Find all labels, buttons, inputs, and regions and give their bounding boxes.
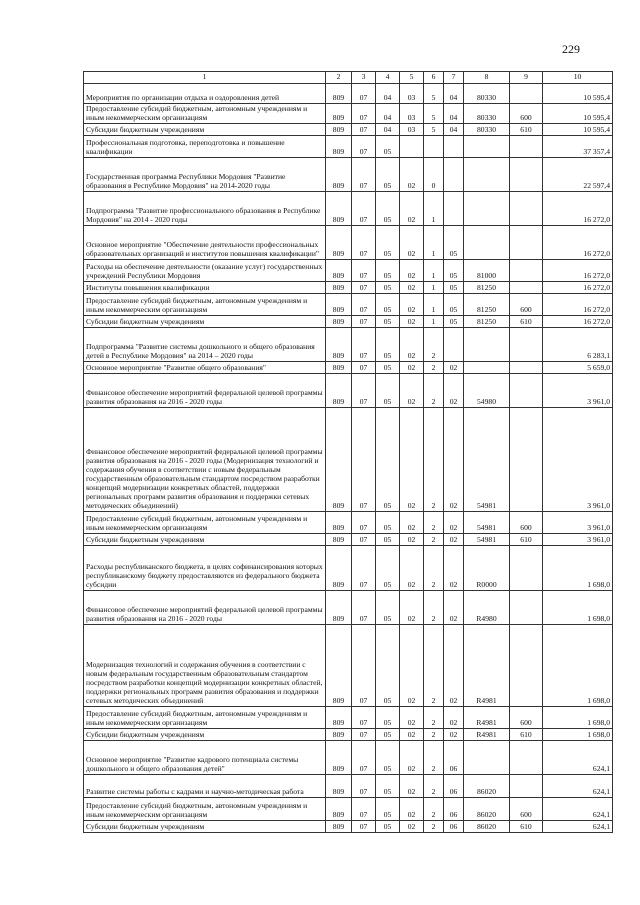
cell-ved: 809 [326, 821, 352, 833]
cell-podrazdel: 05 [376, 316, 400, 328]
cell-podrazdel: 05 [376, 707, 400, 729]
cell-subprogram: 2 [424, 741, 444, 775]
cell-podrazdel: 05 [376, 798, 400, 821]
cell-direction: R4980 [464, 591, 510, 625]
cell-sum: 3 961,0 [543, 408, 613, 512]
row-name: Профессиональная подготовка, переподготовка и повышение квалификации [84, 136, 326, 158]
cell-event [444, 158, 464, 192]
cell-expense-type [510, 192, 543, 226]
cell-sum: 3 961,0 [543, 534, 613, 546]
cell-razdel: 07 [352, 282, 376, 294]
cell-razdel: 07 [352, 192, 376, 226]
cell-subprogram: 2 [424, 821, 444, 833]
cell-sum: 16 272,0 [543, 192, 613, 226]
cell-razdel: 07 [352, 260, 376, 282]
cell-ved: 809 [326, 534, 352, 546]
cell-ved: 809 [326, 136, 352, 158]
cell-ved: 809 [326, 546, 352, 591]
row-name: Развитие системы работы с кадрами и научно-методическая работа [84, 775, 326, 798]
table-row [84, 821, 613, 833]
cell-direction: 80330 [464, 124, 510, 136]
cell-event: 02 [444, 546, 464, 591]
table-row [84, 374, 613, 408]
cell-razdel: 07 [352, 328, 376, 362]
cell-event: 06 [444, 798, 464, 821]
table-row [84, 328, 613, 362]
cell-direction: R0000 [464, 546, 510, 591]
cell-program: 02 [400, 294, 424, 316]
cell-subprogram: 2 [424, 328, 444, 362]
cell-event: 04 [444, 124, 464, 136]
cell-sum: 37 357,4 [543, 136, 613, 158]
cell-event: 02 [444, 374, 464, 408]
cell-razdel: 07 [352, 104, 376, 124]
cell-expense-type: 600 [510, 104, 543, 124]
cell-sum: 1 698,0 [543, 546, 613, 591]
cell-ved: 809 [326, 408, 352, 512]
row-name: Модернизация технологий и содержания обучения в соответствии с новым федеральным государственным образовательным стандартом посредством разработки концепций модернизации конкретных областей, поддержки региональных программ развития образования и поддержки сетевых методических объединений [84, 625, 326, 707]
cell-razdel: 07 [352, 775, 376, 798]
cell-program: 02 [400, 226, 424, 260]
cell-podrazdel: 05 [376, 362, 400, 374]
cell-event: 05 [444, 226, 464, 260]
cell-program: 02 [400, 625, 424, 707]
cell-razdel: 07 [352, 546, 376, 591]
cell-sum: 16 272,0 [543, 226, 613, 260]
cell-event: 02 [444, 707, 464, 729]
table-row [84, 282, 613, 294]
table-row [84, 226, 613, 260]
cell-ved: 809 [326, 192, 352, 226]
cell-expense-type [510, 158, 543, 192]
cell-razdel: 07 [352, 707, 376, 729]
cell-ved: 809 [326, 591, 352, 625]
table-row [84, 707, 613, 729]
table-row [84, 136, 613, 158]
cell-subprogram: 5 [424, 104, 444, 124]
cell-podrazdel: 05 [376, 282, 400, 294]
cell-subprogram: 2 [424, 707, 444, 729]
cell-ved: 809 [326, 260, 352, 282]
cell-podrazdel: 05 [376, 534, 400, 546]
cell-podrazdel: 05 [376, 374, 400, 408]
cell-direction [464, 136, 510, 158]
column-header: 8 [464, 72, 510, 84]
cell-event: 02 [444, 408, 464, 512]
cell-sum: 624,1 [543, 798, 613, 821]
cell-program: 02 [400, 374, 424, 408]
cell-ved: 809 [326, 707, 352, 729]
cell-event: 02 [444, 625, 464, 707]
cell-expense-type [510, 775, 543, 798]
cell-expense-type [510, 282, 543, 294]
cell-direction: 80330 [464, 104, 510, 124]
cell-sum: 624,1 [543, 821, 613, 833]
row-name: Основное мероприятие "Развитие кадрового потенциала системы дошкольного и общего образования детей" [84, 741, 326, 775]
cell-podrazdel: 05 [376, 294, 400, 316]
cell-expense-type [510, 328, 543, 362]
cell-subprogram: 5 [424, 84, 444, 104]
cell-podrazdel: 05 [376, 821, 400, 833]
cell-razdel: 07 [352, 512, 376, 534]
cell-sum: 1 698,0 [543, 707, 613, 729]
cell-direction: 81000 [464, 260, 510, 282]
cell-direction: 86020 [464, 821, 510, 833]
cell-expense-type: 610 [510, 729, 543, 741]
cell-podrazdel: 04 [376, 104, 400, 124]
cell-expense-type [510, 625, 543, 707]
cell-sum: 16 272,0 [543, 316, 613, 328]
row-name: Подпрограмма "Развитие системы дошкольного и общего образования детей в Республике Мордовия" на 2014 – 2020 годы [84, 328, 326, 362]
cell-expense-type: 610 [510, 316, 543, 328]
cell-expense-type: 610 [510, 821, 543, 833]
cell-subprogram: 2 [424, 546, 444, 591]
cell-subprogram: 2 [424, 591, 444, 625]
header-row [84, 72, 613, 84]
cell-ved: 809 [326, 729, 352, 741]
cell-sum: 3 961,0 [543, 374, 613, 408]
cell-sum: 16 272,0 [543, 260, 613, 282]
table-row [84, 741, 613, 775]
row-name: Расходы на обеспечение деятельности (оказание услуг) государственных учреждений Республики Мордовия [84, 260, 326, 282]
column-header: 7 [444, 72, 464, 84]
cell-direction [464, 328, 510, 362]
cell-program: 02 [400, 775, 424, 798]
cell-program: 02 [400, 707, 424, 729]
cell-podrazdel: 05 [376, 226, 400, 260]
cell-razdel: 07 [352, 408, 376, 512]
row-name: Предоставление субсидий бюджетным, автономным учреждениям и иным некоммерческим организациям [84, 707, 326, 729]
cell-ved: 809 [326, 124, 352, 136]
table-row [84, 158, 613, 192]
cell-sum: 1 698,0 [543, 729, 613, 741]
cell-subprogram: 2 [424, 512, 444, 534]
cell-program: 02 [400, 408, 424, 512]
cell-ved: 809 [326, 362, 352, 374]
cell-razdel: 07 [352, 294, 376, 316]
cell-subprogram: 2 [424, 625, 444, 707]
cell-expense-type [510, 362, 543, 374]
column-header: 1 [84, 72, 326, 84]
cell-subprogram: 1 [424, 192, 444, 226]
cell-ved: 809 [326, 158, 352, 192]
row-name: Основное мероприятие "Развитие общего образования" [84, 362, 326, 374]
row-name: Институты повышения квалификации [84, 282, 326, 294]
cell-program: 02 [400, 741, 424, 775]
cell-direction: R4981 [464, 707, 510, 729]
cell-subprogram: 2 [424, 729, 444, 741]
cell-direction: 81250 [464, 316, 510, 328]
table-row [84, 534, 613, 546]
cell-event: 05 [444, 282, 464, 294]
cell-subprogram: 2 [424, 362, 444, 374]
cell-direction [464, 362, 510, 374]
budget-table [83, 71, 613, 833]
row-name: Предоставление субсидий бюджетным, автономным учреждениям и иным некоммерческим организациям [84, 104, 326, 124]
table-row [84, 84, 613, 104]
cell-subprogram: 2 [424, 798, 444, 821]
cell-expense-type [510, 408, 543, 512]
cell-program: 02 [400, 798, 424, 821]
cell-sum: 3 961,0 [543, 512, 613, 534]
cell-expense-type [510, 546, 543, 591]
cell-program: 02 [400, 546, 424, 591]
cell-podrazdel: 05 [376, 729, 400, 741]
cell-sum: 1 698,0 [543, 625, 613, 707]
cell-razdel: 07 [352, 729, 376, 741]
cell-subprogram: 2 [424, 408, 444, 512]
cell-sum: 1 698,0 [543, 591, 613, 625]
cell-podrazdel: 05 [376, 741, 400, 775]
cell-sum: 5 659,0 [543, 362, 613, 374]
cell-subprogram: 2 [424, 534, 444, 546]
cell-program [400, 136, 424, 158]
row-name: Подпрограмма "Развитие профессионального образования в Республике Мордовия" на 2014 - 2020 годы [84, 192, 326, 226]
row-name: Финансовое обеспечение мероприятий федеральной целевой программы развития образования на 2016 - 2020 годы (Модернизация технологий и содержания обучения в соответствии с новым федеральным государственным образовательным стандартом посредством разработки концепций модернизации конкретных областей, поддержки региональных программ развития образования и поддержки сетевых методических объединений) [84, 408, 326, 512]
cell-sum: 624,1 [543, 741, 613, 775]
cell-razdel: 07 [352, 591, 376, 625]
cell-expense-type [510, 260, 543, 282]
table-row [84, 316, 613, 328]
cell-direction: 80330 [464, 84, 510, 104]
table-row [84, 104, 613, 124]
column-header: 10 [543, 72, 613, 84]
cell-ved: 809 [326, 316, 352, 328]
cell-sum: 10 595,4 [543, 124, 613, 136]
cell-expense-type: 600 [510, 512, 543, 534]
cell-podrazdel: 05 [376, 625, 400, 707]
cell-subprogram [424, 136, 444, 158]
cell-program: 03 [400, 124, 424, 136]
cell-subprogram: 1 [424, 260, 444, 282]
cell-program: 02 [400, 328, 424, 362]
cell-program: 02 [400, 316, 424, 328]
row-name: Финансовое обеспечение мероприятий федеральной целевой программы развития образования на 2016 - 2020 годы [84, 591, 326, 625]
cell-expense-type: 600 [510, 798, 543, 821]
cell-program: 02 [400, 362, 424, 374]
cell-ved: 809 [326, 104, 352, 124]
cell-event: 02 [444, 591, 464, 625]
table-row [84, 408, 613, 512]
table-row [84, 625, 613, 707]
cell-program: 02 [400, 192, 424, 226]
cell-sum: 22 597,4 [543, 158, 613, 192]
cell-program: 02 [400, 282, 424, 294]
cell-razdel: 07 [352, 821, 376, 833]
cell-podrazdel: 05 [376, 591, 400, 625]
cell-podrazdel: 05 [376, 546, 400, 591]
cell-podrazdel: 04 [376, 84, 400, 104]
row-name: Субсидии бюджетным учреждениям [84, 534, 326, 546]
cell-direction: R4981 [464, 729, 510, 741]
cell-event: 05 [444, 294, 464, 316]
row-name: Предоставление субсидий бюджетным, автономным учреждениям и иным некоммерческим организациям [84, 798, 326, 821]
cell-direction [464, 192, 510, 226]
row-name: Субсидии бюджетным учреждениям [84, 729, 326, 741]
cell-program: 03 [400, 104, 424, 124]
cell-podrazdel: 05 [376, 775, 400, 798]
cell-razdel: 07 [352, 136, 376, 158]
cell-razdel: 07 [352, 374, 376, 408]
cell-ved: 809 [326, 294, 352, 316]
cell-expense-type: 600 [510, 707, 543, 729]
cell-program: 02 [400, 821, 424, 833]
cell-ved: 809 [326, 798, 352, 821]
cell-direction [464, 226, 510, 260]
table-row [84, 729, 613, 741]
cell-ved: 809 [326, 84, 352, 104]
cell-podrazdel: 05 [376, 512, 400, 534]
cell-direction: 86020 [464, 775, 510, 798]
cell-ved: 809 [326, 328, 352, 362]
cell-razdel: 07 [352, 316, 376, 328]
column-header: 6 [424, 72, 444, 84]
row-name: Предоставление субсидий бюджетным, автономным учреждениям и иным некоммерческим организациям [84, 294, 326, 316]
cell-razdel: 07 [352, 124, 376, 136]
table-row [84, 775, 613, 798]
cell-program: 02 [400, 158, 424, 192]
row-name: Предоставление субсидий бюджетным, автономным учреждениям и иным некоммерческим организациям [84, 512, 326, 534]
cell-razdel: 07 [352, 158, 376, 192]
column-header: 4 [376, 72, 400, 84]
cell-subprogram: 1 [424, 226, 444, 260]
table-row [84, 798, 613, 821]
cell-razdel: 07 [352, 741, 376, 775]
cell-sum: 16 272,0 [543, 294, 613, 316]
cell-expense-type: 610 [510, 124, 543, 136]
cell-expense-type: 600 [510, 294, 543, 316]
cell-expense-type [510, 374, 543, 408]
cell-event: 02 [444, 729, 464, 741]
column-header: 2 [326, 72, 352, 84]
page-number: 229 [562, 42, 580, 56]
cell-ved: 809 [326, 374, 352, 408]
row-name: Расходы республиканского бюджета, в целях софинансирования которых республиканскому бюджету предоставляются из федерального бюджета субсидии [84, 546, 326, 591]
cell-podrazdel: 04 [376, 124, 400, 136]
cell-direction: 86020 [464, 798, 510, 821]
cell-event: 06 [444, 741, 464, 775]
column-header: 5 [400, 72, 424, 84]
cell-program: 02 [400, 512, 424, 534]
cell-program: 02 [400, 260, 424, 282]
cell-ved: 809 [326, 282, 352, 294]
row-name: Основное мероприятие "Обеспечение деятельности профессиональных образовательных организаций и институтов повышения квалификации" [84, 226, 326, 260]
cell-ved: 809 [326, 625, 352, 707]
cell-razdel: 07 [352, 625, 376, 707]
cell-event: 05 [444, 316, 464, 328]
cell-program: 02 [400, 591, 424, 625]
cell-podrazdel: 05 [376, 158, 400, 192]
row-name: Субсидии бюджетным учреждениям [84, 124, 326, 136]
cell-direction: 81250 [464, 294, 510, 316]
cell-direction [464, 158, 510, 192]
cell-expense-type [510, 84, 543, 104]
cell-ved: 809 [326, 226, 352, 260]
cell-sum: 16 272,0 [543, 282, 613, 294]
cell-expense-type [510, 136, 543, 158]
cell-podrazdel: 05 [376, 136, 400, 158]
cell-event [444, 192, 464, 226]
row-name: Субсидии бюджетным учреждениям [84, 821, 326, 833]
cell-podrazdel: 05 [376, 328, 400, 362]
cell-razdel: 07 [352, 84, 376, 104]
cell-program: 03 [400, 84, 424, 104]
row-name: Государственная программа Республики Мордовия "Развитие образования в Республике Мордовия" на 2014-2020 годы [84, 158, 326, 192]
cell-program: 02 [400, 534, 424, 546]
column-header: 3 [352, 72, 376, 84]
cell-sum: 10 595,4 [543, 84, 613, 104]
table-row [84, 362, 613, 374]
row-name: Финансовое обеспечение мероприятий федеральной целевой программы развития образования на 2016 - 2020 годы [84, 374, 326, 408]
cell-direction: 54981 [464, 408, 510, 512]
cell-direction: 54981 [464, 512, 510, 534]
cell-razdel: 07 [352, 226, 376, 260]
cell-direction: 81250 [464, 282, 510, 294]
table-row [84, 294, 613, 316]
table-row [84, 591, 613, 625]
table-row [84, 260, 613, 282]
cell-event: 06 [444, 821, 464, 833]
cell-event: 05 [444, 260, 464, 282]
cell-event: 02 [444, 534, 464, 546]
cell-razdel: 07 [352, 362, 376, 374]
cell-subprogram: 1 [424, 316, 444, 328]
cell-event: 04 [444, 84, 464, 104]
cell-podrazdel: 05 [376, 408, 400, 512]
cell-expense-type [510, 591, 543, 625]
cell-subprogram: 1 [424, 294, 444, 316]
cell-sum: 10 595,4 [543, 104, 613, 124]
cell-program: 02 [400, 729, 424, 741]
cell-subprogram: 0 [424, 158, 444, 192]
cell-subprogram: 1 [424, 282, 444, 294]
row-name: Мероприятия по организации отдыха и оздоровления детей [84, 84, 326, 104]
cell-sum: 624,1 [543, 775, 613, 798]
cell-event: 06 [444, 775, 464, 798]
cell-direction: 54981 [464, 534, 510, 546]
cell-ved: 809 [326, 512, 352, 534]
cell-razdel: 07 [352, 798, 376, 821]
cell-podrazdel: 05 [376, 192, 400, 226]
cell-expense-type [510, 741, 543, 775]
table-row [84, 546, 613, 591]
cell-direction: 54980 [464, 374, 510, 408]
cell-expense-type: 610 [510, 534, 543, 546]
cell-event: 04 [444, 104, 464, 124]
cell-subprogram: 5 [424, 124, 444, 136]
cell-direction [464, 741, 510, 775]
row-name: Субсидии бюджетным учреждениям [84, 316, 326, 328]
cell-event: 02 [444, 362, 464, 374]
cell-expense-type [510, 226, 543, 260]
cell-subprogram: 2 [424, 775, 444, 798]
cell-ved: 809 [326, 775, 352, 798]
cell-event [444, 328, 464, 362]
table-row [84, 192, 613, 226]
cell-razdel: 07 [352, 534, 376, 546]
cell-podrazdel: 05 [376, 260, 400, 282]
cell-direction: R4981 [464, 625, 510, 707]
table-row [84, 512, 613, 534]
cell-ved: 809 [326, 741, 352, 775]
cell-event: 02 [444, 512, 464, 534]
table-row [84, 124, 613, 136]
column-header: 9 [510, 72, 543, 84]
cell-subprogram: 2 [424, 374, 444, 408]
cell-sum: 6 283,1 [543, 328, 613, 362]
cell-event [444, 136, 464, 158]
